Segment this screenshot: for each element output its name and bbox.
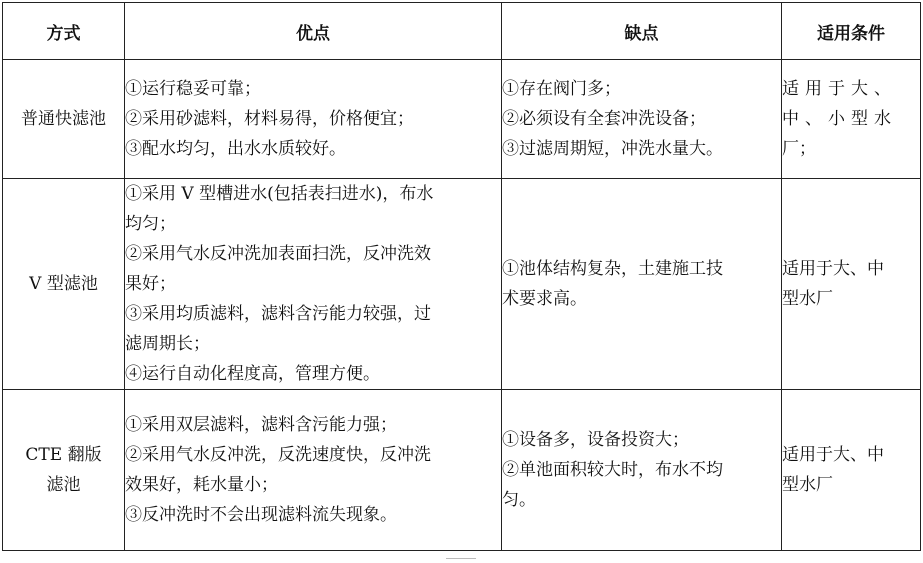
header-cons: 缺点 [502, 3, 782, 60]
pros-cell [125, 179, 502, 390]
cons-cell [502, 390, 782, 551]
cons-line: ③过滤周期短，冲洗水量大。 [502, 139, 723, 159]
pros-cell [125, 60, 502, 179]
comparison-table [2, 2, 921, 551]
cons-line: ①池体结构复杂，土建施工技 [502, 259, 723, 279]
method-cell: 普通快滤池 [3, 60, 125, 179]
conditions-cell [782, 179, 921, 390]
method-cell [3, 390, 125, 551]
pros-cell [125, 390, 502, 551]
cons-line: 术要求高。 [502, 289, 587, 309]
conditions-line: 适用于大、 [782, 79, 897, 99]
conditions-line: 适用于大、中 [782, 259, 884, 279]
table-row [3, 390, 921, 551]
cons-line: ①存在阀门多； [502, 79, 621, 99]
pros-line: ②采用砂滤料，材料易得，价格便宜； [125, 109, 414, 129]
page-edge-mark [446, 558, 476, 559]
table-row [3, 179, 921, 390]
cons-cell [502, 179, 782, 390]
conditions-cell [782, 60, 921, 179]
header-method: 方式 [3, 3, 125, 60]
pros-line: ③采用均质滤料，滤料含污能力较强，过 [125, 304, 431, 324]
pros-line: ③配水均匀，出水水质较好。 [125, 139, 346, 159]
method-line: CTE 翻版 [25, 445, 102, 465]
conditions-line: 适用于大、中 [782, 445, 884, 465]
pros-line: 果好； [125, 274, 176, 294]
pros-line: ②采用气水反冲洗，反洗速度快，反冲洗 [125, 445, 431, 465]
pros-line: 滤周期长； [125, 334, 210, 354]
pros-line: 效果好，耗水量小； [125, 475, 278, 495]
cons-line: ①设备多，设备投资大； [502, 430, 689, 450]
cons-line: 匀。 [502, 490, 536, 510]
conditions-line: 型水厂 [782, 289, 833, 309]
pros-line: ①采用双层滤料，滤料含污能力强； [125, 415, 397, 435]
pros-line: ③反冲洗时不会出现滤料流失现象。 [125, 505, 397, 525]
pros-line: ①运行稳妥可靠； [125, 79, 261, 99]
pros-line: ④运行自动化程度高，管理方便。 [125, 364, 380, 384]
cons-cell [502, 60, 782, 179]
conditions-line: 中、小型水 [782, 109, 897, 129]
header-pros: 优点 [125, 3, 502, 60]
table-row [3, 60, 921, 179]
pros-line: ②采用气水反冲洗加表面扫洗，反冲洗效 [125, 244, 431, 264]
pros-line: 均匀； [125, 214, 176, 234]
conditions-line: 型水厂 [782, 475, 833, 495]
conditions-line: 厂； [782, 139, 816, 159]
header-conditions: 适用条件 [782, 3, 921, 60]
pros-line: ①采用 V 型槽进水(包括表扫进水)，布水 [125, 184, 434, 204]
method-line: 滤池 [46, 475, 81, 495]
cons-line: ②单池面积较大时，布水不均 [502, 460, 723, 480]
method-cell: V 型滤池 [3, 179, 125, 390]
cons-line: ②必须设有全套冲洗设备； [502, 109, 706, 129]
header-row [3, 3, 921, 60]
conditions-cell [782, 390, 921, 551]
